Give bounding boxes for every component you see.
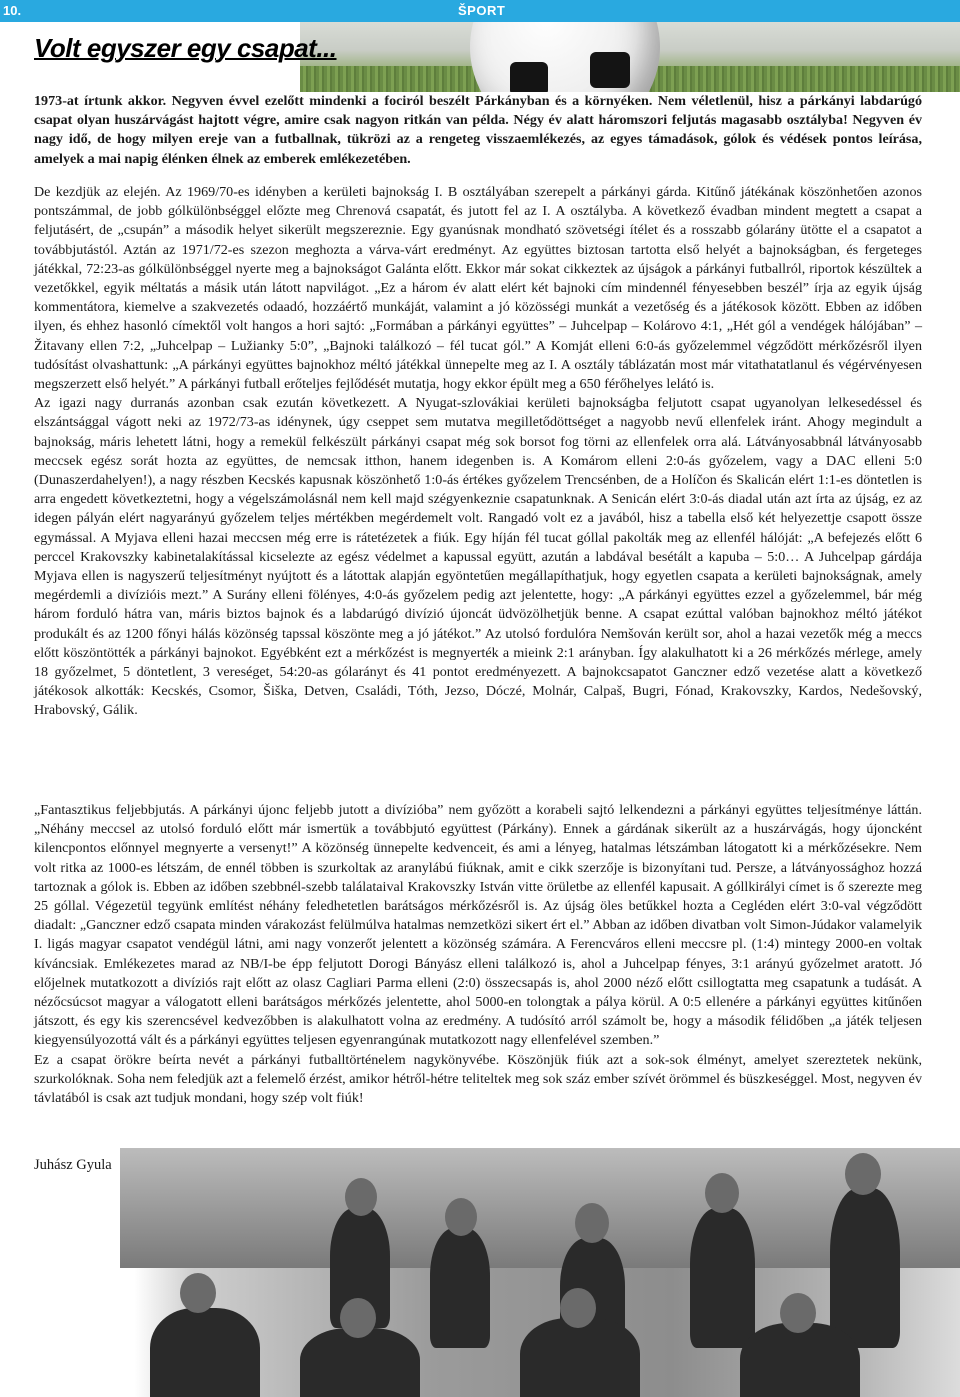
article-author: Juhász Gyula xyxy=(34,1157,112,1173)
intro-paragraph: 1973-at írtunk akkor. Negyven évvel ezelőtt mindenki a fociról beszélt Párkányban és a környéken. Nem véletlenül, hisz a párkányi labdarúgó csapat olyan huszárvágást hajtott végre, amire csak nagyon ritkán van példa. Négy év alatt háromszori feljutás magasabb osztályba! Negyven év nagy idő, de hogy milyen ereje van a futballnak, tükrözi az a rengeteg visszaemlékezés, az egyes támadások, gólok és védések pontos leírása, amelyek a mai napig élénken élnek az emberek emlékezetében. xyxy=(34,93,922,167)
article-intro xyxy=(34,92,922,169)
section-label: ŠPORT xyxy=(458,3,506,18)
team-photo xyxy=(0,1148,960,1397)
article-body-part2 xyxy=(34,801,922,1108)
body-paragraph-1: De kezdjük az elején. Az 1969/70-es idényben a kerületi bajnokság I. B osztályában szerepelt a párkányi gárda. Kitűnő játékának köszönhetően azonos pontszámmal, de jobb gólkülönbséggel előzte meg Chrenová csapatát, és jutott fel az I. A osztályba. A következő évadban mindent megtett a csapat a feljutásért, de „csupán” a második helyet sikerült megszereznie. Egy gyanúsnak mondható szövetségi ítélet és a rosszabb gólarány ütötte el a csapatot a továbbjutástól. Aztán az 1971/72-es szezon meghozta a várva-várt eredményt. Az együttes biztosan tartotta első helyét a bajnokságban, és fergeteges játékkal, 72:23-as gólkülönbséggel nyerte meg a bajnokságot Galánta előtt. Ekkor már sokat cikkeztek az újságok a párkányi futballról, riportok készültek a vezetőkkel, egyik méltatás a másik után látott napvilágot. „Ez a három év alatt elért két bajnoki cím mindennél fényesebben beszél” írja az egyik újság kommentátora, kiemelve a szakvezetés odaadó, hozzáértő munkáját, valamint a jó közösségi munkát a vezetőség és a játékosok között. Ebben az időben ilyen, és ehhez hasonló címektől volt hangos a hori sajtó: „Formában a párkányi együttes” – Juhcelpap – Kolárovo 4:1, „Hét gól a vendégek hálójában” – Žitavany ellen 7:2, „Juhcelpap – Lužianky 5:0”, „Bajnoki találkozó – fél tucat gól.” A Komját elleni 6:0-ás győzelemmel végződött mérkőzésről ilyen tudósítást olvashattunk: „A párkányi együttes bajnokhoz méltó játékkal ünnepelte meg az I. A osztály táblázatán most már vitathatatlanul és végérvényesen megszerzett első helyét.” A párkányi futball erőteljes fejlődését mutatja, hogy ekkor épült meg a 650 férőhelyes lelátó is. xyxy=(34,184,922,393)
body-paragraph-2: Az igazi nagy durranás azonban csak ezután következett. A Nyugat-szlovákiai kerületi bajnokságba feljutott csapat ugyanolyan lelkesedéssel és elszántsággal vágott neki az 1972/73-as idénynek, úgy cseppet sem mutatva megilletődöttséget a nagyobb nevű ellenfelek iránt. Ahogy megindult a bajnokság, máris lehetett látni, hogy a remekül felkészült párkányi csapat még sok borsot fog törni az ellenfelek orra alá. Látványosabbnál látványosabb meccsek egész sorát hozta az együttes, de nemcsak itthon, hanem idegenben is. A Komárom elleni 2:0-ás győzelem, vagy a DAC elleni 5:0 (Dunaszerdahelyen!), a nagy részben Kecskés kapusnak köszönhető 1:0-ás értékes győzelem Trencsénben, de a Holíčon és Skalicán elért 1:1-es döntetlen is arra engedett következtetni, hogy a végelszámolásnál nem kell majd szégyenkeznie csapatunknak. A Senicán elért 3:0-ás diadal után azt írta az újság, ez az idegen pályán elért nagyarányú győzelem teljes mértékben megérdemelt volt. Rangadó volt ez a javából, hisz a tabella első két helyezettje csapott össze egymással. A Myjava elleni hazai meccsen még erre is rátetézetek a fiúk. Egy híján fél tucat góllal pakolták meg az ellenfél hálóját: „A befejezés előtt 6 perccel Krakovszky kabinetalakítással kicselezte az egész védelmet a kapussal együtt, azután a labdával besétált a kapuba – 5:0… A Juhcelpap gárdája Myjava ellen is nagyszerű teljesítményt nyújtott és a látottak alapján egyöntetűen megállapíthatjuk, hogy egyetlen csapata a kerületi bajnokságnak, amely megérdemli a divízióis mezt.” A Surány elleni fölényes, 4:0-ás győzelem pedig azt jelentette, hogy: „A párkányi együttes ezzel a győzelemmel, bár még három forduló hátra van, máris biztos bajnok és a labdarúgó divízió újoncát üdvözölhetjük benne. A csapat ezúttal valóban bajnokhoz méltó játékot produkált és az 1200 főnyi hálás közönség tapssal köszönte meg a jó játékot.” Az utolsó fordulóra Nemšován került sor, ahol a hazai vezetők még a meccs előtt köszöntötték a párkányi bajnokot. Egyébként ezt a mérkőzést is megnyerték a mieink 2:1 arányban. Így alakulhatott ki a 26 mérkőzés mérlege, amely 18 győzelmet, 5 döntetlent, 3 vereséget, 54:20-as gólarányt és 41 pontot eredményezett. A bajnokcsapatot Ganczner edző vezetése alatt a következő játékosok alkották: Kecskés, Csomor, Šiška, Detven, Családi, Tóth, Jezso, Dóczé, Molnár, Calpaš, Bugri, Fónad, Krakovszky, Kardos, Nedešovský, Hrabovský, Gálik. xyxy=(34,395,922,719)
header-bar xyxy=(0,0,960,22)
closing-paragraph: Ez a csapat örökre beírta nevét a párkányi futballtörténelem nagykönyvébe. Köszönjük fiúk azt a sok-sok élményt, amelyet szereztetek nekünk, szurkolóknak. Soha nem feledjük azt a felemelő érzést, amikor hétről-hétre teliteltek meg sok száz ember szívét örömmel és büszkeséggel. Most, negyven év távlatából is csak azt tudjuk mondani, hogy szép volt fiúk! xyxy=(34,1051,922,1107)
body-paragraph-3: „Fantasztikus feljebbjutás. A párkányi újonc feljebb jutott a divízióba” nem győzött a korabeli sajtó lelkendezni a párkányi együttes teljesítménye láttán. „Néhány meccsel az utolsó forduló előtt már ismertük a továbbjutó együttest (Párkány). Ennek a gárdának sikerült az a huszárvágás, hogy újoncként kilencpontos előnnyel megnyerte a versenyt!” A közönség ünnepelte kedvenceit, és ami a lényeg, hatalmas létszámban látogatott ki a mérkőzésekre. Nem volt ritka az 1000-es létszám, de ennél többen is szurkoltak az aranylábú fiúknak, amit e cikk szerzője is bizonyítani tud. Persze, a látványossághoz hozzá tartoznak a gólok is. Ebben az időben szebbnél-szebb találataival Krakovszky István vitte örületbe az ellenfél kapusait. A góllkirályi címet is ő szerezte meg 25 góllal. Végezetül tegyünk említést néhány feledhetetlen barátságos mérkőzésről is. Az újság öles betűkkel hozta a Cegléden elért 3:0-val végződött diadalt: „Ganczner edző csapata minden várakozást felülmúlva hatalmas nemzetközi sikert ért el.” Abban az időben divatban volt Simon-Júdakor valamelyik I. ligás magyar csapatot vendégül látni, ami nagy vonzerőt jelentett a közönség számára. A Ferencváros elleni meccsre pl. (1:4) mintegy 2000-en voltak kíváncsiak. Emlékezetes marad az NB/I-be épp feljutott Dorogi Bányász elleni találkozó is, ahol a Juhcelpap fényes, 3:1 arányú győzelmet aratott. Jó előjelnek mutatkozott a divíziós rajt előtt az olasz Cagliari Parma elleni (2:0) összecsapás is, ahol 2000 néző előtt csillogtatta meg csapatunk a tudását. A nézőcsúcsot magyar a válogatott elleni barátságos mérkőzés jelentette, ahol 5000-en tolongtak a pálya körül. A 0:5 ellenére a párkányi együttes kitűnően játszott, és egy kis szerencsével kedvezőbben is alakulhatott volna az eredmény. A tudósító arról számolt be, hogy a második félidőben „a játék teljesen kiegyensúlyozottá vált és a párkányi együttes teljesen egyenrangúnak mutatkozott nagy ellenfelével szemben.” xyxy=(34,802,922,1049)
soccer-ball-image xyxy=(300,22,960,92)
article-body-part1 xyxy=(34,183,922,721)
article-title: Volt egyszer egy csapat... xyxy=(34,33,337,63)
page-number: 10. xyxy=(3,3,22,18)
